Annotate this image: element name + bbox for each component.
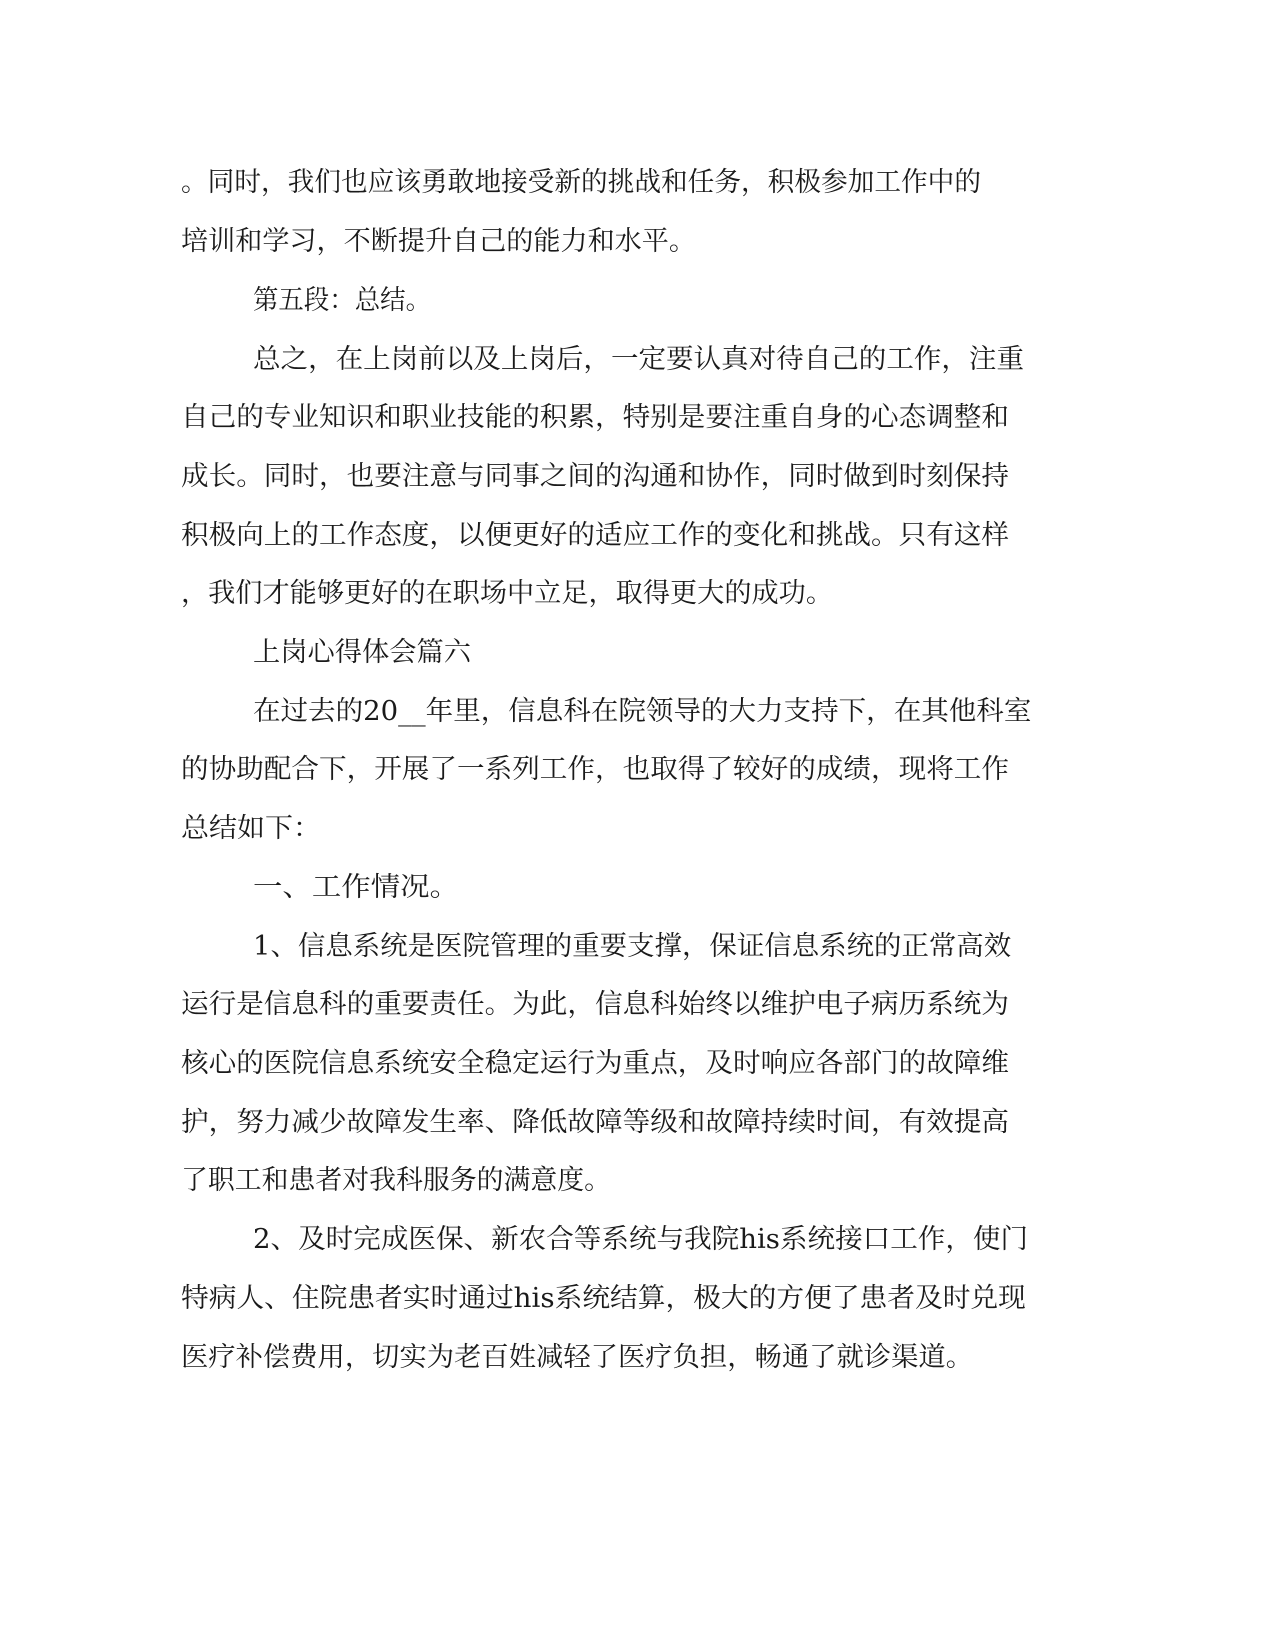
text-line: 核心的医院信息系统安全稳定运行为重点，及时响应各部门的故障维 — [181, 1048, 1010, 1079]
text-line: 在过去的20__年里，信息科在院领导的大力支持下，在其他科室 — [253, 696, 1032, 727]
text-line: 1、信息系统是医院管理的重要支撑，保证信息系统的正常高效 — [253, 931, 1012, 962]
section-heading: 上岗心得体会篇六 — [253, 637, 471, 668]
text-line: ，我们才能够更好的在职场中立足，取得更大的成功。 — [181, 578, 834, 609]
text-line: 。同时，我们也应该勇敢地接受新的挑战和任务，积极参加工作中的 — [181, 167, 981, 198]
text-line: 第五段：总结。 — [253, 285, 431, 316]
text-line: 医疗补偿费用，切实为老百姓减轻了医疗负担，畅通了就诊渠道。 — [181, 1342, 973, 1373]
text-line: 一、工作情况。 — [253, 872, 459, 903]
text-line: 培训和学习，不断提升自己的能力和水平。 — [181, 226, 696, 257]
text-line: 成长。同时，也要注意与同事之间的沟通和协作，同时做到时刻保持 — [181, 461, 1010, 492]
text-line: 护，努力减少故障发生率、降低故障等级和故障持续时间，有效提高 — [181, 1107, 1010, 1138]
text-line: 运行是信息科的重要责任。为此，信息科始终以维护电子病历系统为 — [181, 989, 1010, 1020]
text-line: 的协助配合下，开展了一系列工作，也取得了较好的成绩，现将工作 — [181, 754, 1010, 785]
text-line: 了职工和患者对我科服务的满意度。 — [181, 1165, 611, 1196]
text-line: 2、及时完成医保、新农合等系统与我院his系统接口工作，使门 — [253, 1224, 1029, 1255]
text-line: 积极向上的工作态度，以便更好的适应工作的变化和挑战。只有这样 — [181, 520, 1010, 551]
text-line: 特病人、住院患者实时通过his系统结算，极大的方便了患者及时兑现 — [181, 1283, 1026, 1314]
text-line: 总结如下： — [181, 813, 321, 844]
text-line: 自己的专业知识和职业技能的积累，特别是要注重自身的心态调整和 — [181, 402, 1010, 433]
text-line: 总之，在上岗前以及上岗后，一定要认真对待自己的工作，注重 — [253, 344, 1024, 375]
